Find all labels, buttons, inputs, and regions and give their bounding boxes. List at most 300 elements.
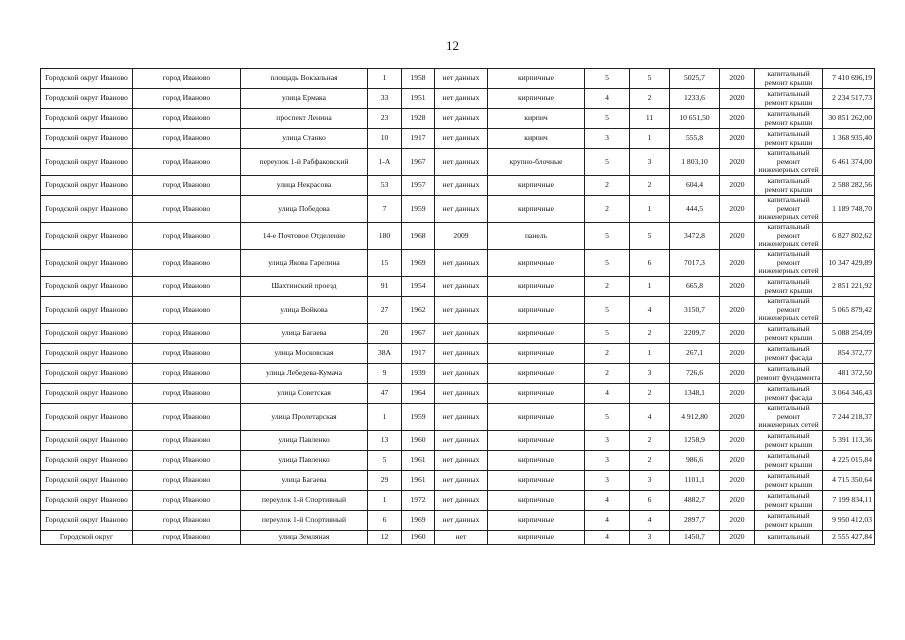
cell-street: улица Победова xyxy=(241,196,368,223)
cell-plan-year: 2020 xyxy=(720,89,755,109)
cell-year-built: 1967 xyxy=(402,149,435,176)
cell-plan-year: 2020 xyxy=(720,404,755,431)
cell-settlement: город Иваново xyxy=(133,344,241,364)
cell-cost: 4 715 350,64 xyxy=(823,471,875,491)
cell-house: 9 xyxy=(368,364,402,384)
cell-work-type: капитальный ремонт крыши xyxy=(755,176,823,196)
cell-municipality: Городской округ xyxy=(41,531,133,545)
cell-wall-material: кирпичные xyxy=(488,404,585,431)
cell-year-overhaul: нет данных xyxy=(435,324,488,344)
cell-floors: 3 xyxy=(585,129,630,149)
cell-area: 1101,1 xyxy=(670,471,720,491)
cell-floors: 4 xyxy=(585,384,630,404)
cell-floors: 5 xyxy=(585,250,630,277)
table-row xyxy=(41,69,875,89)
cell-municipality: Городской округ Иваново xyxy=(41,250,133,277)
cell-house: 20 xyxy=(368,324,402,344)
cell-area: 2897,7 xyxy=(670,511,720,531)
cell-entrances: 1 xyxy=(630,277,670,297)
cell-municipality: Городской округ Иваново xyxy=(41,196,133,223)
cell-wall-material: кирпичные xyxy=(488,69,585,89)
cell-plan-year: 2020 xyxy=(720,297,755,324)
cell-area: 2209,7 xyxy=(670,324,720,344)
cell-settlement: город Иваново xyxy=(133,277,241,297)
cell-wall-material: кирпичные xyxy=(488,384,585,404)
cell-entrances: 2 xyxy=(630,431,670,451)
cell-entrances: 2 xyxy=(630,451,670,471)
cell-floors: 5 xyxy=(585,223,630,250)
table-row xyxy=(41,129,875,149)
table-row xyxy=(41,176,875,196)
cell-work-type: капитальный ремонт крыши xyxy=(755,277,823,297)
cell-entrances: 3 xyxy=(630,364,670,384)
cell-settlement: город Иваново xyxy=(133,531,241,545)
cell-year-built: 1917 xyxy=(402,344,435,364)
cell-year-built: 1968 xyxy=(402,223,435,250)
cell-entrances: 4 xyxy=(630,404,670,431)
cell-work-type: капитальный ремонт крыши xyxy=(755,471,823,491)
cell-house: 13 xyxy=(368,431,402,451)
cell-settlement: город Иваново xyxy=(133,129,241,149)
cell-cost: 481 372,50 xyxy=(823,364,875,384)
cell-floors: 5 xyxy=(585,297,630,324)
cell-cost: 2 851 221,92 xyxy=(823,277,875,297)
cell-settlement: город Иваново xyxy=(133,69,241,89)
cell-work-type: капитальный ремонт крыши xyxy=(755,491,823,511)
cell-street: улица Якова Гарелина xyxy=(241,250,368,277)
cell-settlement: город Иваново xyxy=(133,176,241,196)
cell-municipality: Городской округ Иваново xyxy=(41,404,133,431)
cell-municipality: Городской округ Иваново xyxy=(41,384,133,404)
cell-floors: 5 xyxy=(585,324,630,344)
cell-year-overhaul: нет данных xyxy=(435,109,488,129)
cell-street: улица Московская xyxy=(241,344,368,364)
cell-wall-material: кирпичные xyxy=(488,491,585,511)
cell-area: 604,4 xyxy=(670,176,720,196)
cell-year-built: 1959 xyxy=(402,404,435,431)
table-row xyxy=(41,344,875,364)
cell-year-overhaul: нет данных xyxy=(435,364,488,384)
cell-settlement: город Иваново xyxy=(133,297,241,324)
cell-street: улица Станко xyxy=(241,129,368,149)
cell-work-type: капитальный ремонт инженерных сетей xyxy=(755,250,823,277)
cell-wall-material: кирпичные xyxy=(488,297,585,324)
cell-settlement: город Иваново xyxy=(133,196,241,223)
cell-work-type: капитальный ремонт инженерных сетей xyxy=(755,404,823,431)
cell-house: 7 xyxy=(368,196,402,223)
cell-area: 1348,1 xyxy=(670,384,720,404)
cell-settlement: город Иваново xyxy=(133,250,241,277)
cell-street: улица Лебедева-Кумача xyxy=(241,364,368,384)
cell-floors: 4 xyxy=(585,491,630,511)
cell-cost: 3 064 346,43 xyxy=(823,384,875,404)
cell-entrances: 11 xyxy=(630,109,670,129)
cell-settlement: город Иваново xyxy=(133,223,241,250)
cell-plan-year: 2020 xyxy=(720,149,755,176)
cell-work-type: капитальный ремонт инженерных сетей xyxy=(755,223,823,250)
cell-plan-year: 2020 xyxy=(720,324,755,344)
cell-house: 12 xyxy=(368,531,402,545)
cell-area: 726,6 xyxy=(670,364,720,384)
cell-floors: 4 xyxy=(585,89,630,109)
cell-entrances: 1 xyxy=(630,196,670,223)
cell-plan-year: 2020 xyxy=(720,176,755,196)
cell-work-type: капитальный ремонт фасада xyxy=(755,344,823,364)
table-row xyxy=(41,223,875,250)
cell-year-built: 1959 xyxy=(402,196,435,223)
cell-year-overhaul: нет данных xyxy=(435,69,488,89)
cell-plan-year: 2020 xyxy=(720,223,755,250)
cell-plan-year: 2020 xyxy=(720,531,755,545)
cell-year-overhaul: нет данных xyxy=(435,129,488,149)
cell-year-overhaul: нет данных xyxy=(435,176,488,196)
table-row xyxy=(41,109,875,129)
cell-year-built: 1928 xyxy=(402,109,435,129)
table-row xyxy=(41,491,875,511)
cell-wall-material: кирпичные xyxy=(488,196,585,223)
cell-year-built: 1961 xyxy=(402,451,435,471)
cell-house: 1-А xyxy=(368,149,402,176)
cell-area: 7017,3 xyxy=(670,250,720,277)
cell-street: площадь Вокзальная xyxy=(241,69,368,89)
cell-cost: 2 234 517,73 xyxy=(823,89,875,109)
cell-plan-year: 2020 xyxy=(720,384,755,404)
cell-year-overhaul: нет данных xyxy=(435,250,488,277)
cell-work-type: капитальный ремонт крыши xyxy=(755,451,823,471)
table-row xyxy=(41,250,875,277)
cell-wall-material: кирпичные xyxy=(488,451,585,471)
cell-floors: 5 xyxy=(585,69,630,89)
cell-municipality: Городской округ Иваново xyxy=(41,297,133,324)
cell-municipality: Городской округ Иваново xyxy=(41,69,133,89)
cell-house: 91 xyxy=(368,277,402,297)
cell-settlement: город Иваново xyxy=(133,364,241,384)
cell-settlement: город Иваново xyxy=(133,404,241,431)
cell-cost: 30 851 262,00 xyxy=(823,109,875,129)
table-row xyxy=(41,404,875,431)
cell-area: 4882,7 xyxy=(670,491,720,511)
cell-municipality: Городской округ Иваново xyxy=(41,451,133,471)
cell-cost: 10 347 429,89 xyxy=(823,250,875,277)
cell-settlement: город Иваново xyxy=(133,89,241,109)
cell-year-built: 1969 xyxy=(402,511,435,531)
cell-plan-year: 2020 xyxy=(720,250,755,277)
cell-entrances: 2 xyxy=(630,324,670,344)
page-number: 12 xyxy=(446,38,459,53)
cell-entrances: 5 xyxy=(630,69,670,89)
cell-settlement: город Иваново xyxy=(133,384,241,404)
table-row xyxy=(41,431,875,451)
cell-house: 1 xyxy=(368,491,402,511)
cell-floors: 3 xyxy=(585,471,630,491)
cell-house: 47 xyxy=(368,384,402,404)
cell-settlement: город Иваново xyxy=(133,149,241,176)
cell-street: улица Багаева xyxy=(241,471,368,491)
cell-wall-material: кирпичные xyxy=(488,364,585,384)
cell-work-type: капитальный ремонт крыши xyxy=(755,69,823,89)
cell-street: улица Ермака xyxy=(241,89,368,109)
cell-street: улица Павленко xyxy=(241,451,368,471)
cell-year-overhaul: 2009 xyxy=(435,223,488,250)
cell-municipality: Городской округ Иваново xyxy=(41,89,133,109)
cell-street: Шахтинский проезд xyxy=(241,277,368,297)
cell-wall-material: кирпичные xyxy=(488,471,585,491)
table-row xyxy=(41,471,875,491)
cell-municipality: Городской округ Иваново xyxy=(41,176,133,196)
cell-house: 33 xyxy=(368,89,402,109)
table-row xyxy=(41,531,875,545)
cell-floors: 3 xyxy=(585,431,630,451)
cell-plan-year: 2020 xyxy=(720,129,755,149)
cell-year-built: 1958 xyxy=(402,69,435,89)
cell-area: 3150,7 xyxy=(670,297,720,324)
cell-municipality: Городской округ Иваново xyxy=(41,109,133,129)
cell-area: 444,5 xyxy=(670,196,720,223)
cell-cost: 6 827 802,62 xyxy=(823,223,875,250)
cell-work-type: капитальный ремонт инженерных сетей xyxy=(755,149,823,176)
cell-year-built: 1962 xyxy=(402,297,435,324)
cell-entrances: 2 xyxy=(630,176,670,196)
cell-entrances: 2 xyxy=(630,384,670,404)
table-row xyxy=(41,511,875,531)
cell-municipality: Городской округ Иваново xyxy=(41,149,133,176)
cell-street: улица Войкова xyxy=(241,297,368,324)
cell-municipality: Городской округ Иваново xyxy=(41,344,133,364)
cell-floors: 3 xyxy=(585,451,630,471)
table-row xyxy=(41,196,875,223)
cell-entrances: 6 xyxy=(630,250,670,277)
cell-work-type: капитальный xyxy=(755,531,823,545)
cell-plan-year: 2020 xyxy=(720,109,755,129)
cell-plan-year: 2020 xyxy=(720,471,755,491)
repair-registry-table xyxy=(40,68,875,545)
cell-year-overhaul: нет данных xyxy=(435,196,488,223)
cell-floors: 2 xyxy=(585,344,630,364)
cell-entrances: 3 xyxy=(630,531,670,545)
cell-settlement: город Иваново xyxy=(133,451,241,471)
cell-municipality: Городской округ Иваново xyxy=(41,471,133,491)
table-row xyxy=(41,384,875,404)
cell-area: 267,1 xyxy=(670,344,720,364)
cell-municipality: Городской округ Иваново xyxy=(41,491,133,511)
cell-work-type: капитальный ремонт крыши xyxy=(755,431,823,451)
cell-house: 1 xyxy=(368,404,402,431)
cell-wall-material: кирпичные xyxy=(488,250,585,277)
cell-house: 23 xyxy=(368,109,402,129)
cell-year-overhaul: нет данных xyxy=(435,149,488,176)
cell-cost: 854 372,77 xyxy=(823,344,875,364)
cell-wall-material: кирпичные xyxy=(488,324,585,344)
cell-plan-year: 2020 xyxy=(720,491,755,511)
cell-work-type: капитальный ремонт фундамента xyxy=(755,364,823,384)
cell-house: 53 xyxy=(368,176,402,196)
cell-cost: 2 555 427,84 xyxy=(823,531,875,545)
cell-floors: 2 xyxy=(585,176,630,196)
cell-municipality: Городской округ Иваново xyxy=(41,129,133,149)
cell-floors: 4 xyxy=(585,511,630,531)
cell-municipality: Городской округ Иваново xyxy=(41,324,133,344)
cell-year-built: 1967 xyxy=(402,324,435,344)
cell-plan-year: 2020 xyxy=(720,431,755,451)
cell-plan-year: 2020 xyxy=(720,277,755,297)
cell-house: 15 xyxy=(368,250,402,277)
table-row xyxy=(41,277,875,297)
cell-year-overhaul: нет данных xyxy=(435,344,488,364)
cell-municipality: Городской округ Иваново xyxy=(41,277,133,297)
cell-year-built: 1960 xyxy=(402,531,435,545)
registry-body xyxy=(41,69,875,545)
cell-cost: 7 410 696,19 xyxy=(823,69,875,89)
cell-settlement: город Иваново xyxy=(133,109,241,129)
cell-area: 3472,8 xyxy=(670,223,720,250)
cell-area: 1450,7 xyxy=(670,531,720,545)
cell-cost: 6 461 374,00 xyxy=(823,149,875,176)
cell-floors: 5 xyxy=(585,404,630,431)
cell-house: 180 xyxy=(368,223,402,250)
cell-entrances: 2 xyxy=(630,89,670,109)
cell-street: 14-е Почтовое Отделение xyxy=(241,223,368,250)
cell-plan-year: 2020 xyxy=(720,451,755,471)
cell-wall-material: кирпичные xyxy=(488,344,585,364)
cell-year-built: 1972 xyxy=(402,491,435,511)
cell-house: 29 xyxy=(368,471,402,491)
cell-house: 1 xyxy=(368,69,402,89)
cell-wall-material: кирпичные xyxy=(488,89,585,109)
cell-work-type: капитальный ремонт инженерных сетей xyxy=(755,196,823,223)
cell-floors: 2 xyxy=(585,277,630,297)
cell-year-overhaul: нет данных xyxy=(435,384,488,404)
cell-area: 986,6 xyxy=(670,451,720,471)
cell-year-overhaul: нет данных xyxy=(435,511,488,531)
cell-entrances: 3 xyxy=(630,149,670,176)
cell-year-overhaul: нет данных xyxy=(435,431,488,451)
cell-cost: 5 065 879,42 xyxy=(823,297,875,324)
cell-area: 555,8 xyxy=(670,129,720,149)
cell-municipality: Городской округ Иваново xyxy=(41,511,133,531)
cell-settlement: город Иваново xyxy=(133,491,241,511)
cell-work-type: капитальный ремонт крыши xyxy=(755,109,823,129)
cell-year-built: 1960 xyxy=(402,431,435,451)
cell-work-type: капитальный ремонт крыши xyxy=(755,324,823,344)
cell-settlement: город Иваново xyxy=(133,471,241,491)
cell-street: улица Некрасова xyxy=(241,176,368,196)
cell-work-type: капитальный ремонт крыши xyxy=(755,129,823,149)
cell-wall-material: кирпичные xyxy=(488,176,585,196)
cell-street: улица Земляная xyxy=(241,531,368,545)
cell-street: улица Пролетарская xyxy=(241,404,368,431)
table-row xyxy=(41,297,875,324)
cell-house: 38А xyxy=(368,344,402,364)
cell-settlement: город Иваново xyxy=(133,511,241,531)
cell-year-built: 1954 xyxy=(402,277,435,297)
cell-work-type: капитальный ремонт инженерных сетей xyxy=(755,297,823,324)
cell-wall-material: кирпичные xyxy=(488,431,585,451)
cell-year-overhaul: нет данных xyxy=(435,451,488,471)
cell-plan-year: 2020 xyxy=(720,344,755,364)
cell-wall-material: кирпичные xyxy=(488,511,585,531)
cell-entrances: 3 xyxy=(630,471,670,491)
cell-year-built: 1957 xyxy=(402,176,435,196)
cell-plan-year: 2020 xyxy=(720,511,755,531)
cell-floors: 2 xyxy=(585,196,630,223)
cell-year-built: 1917 xyxy=(402,129,435,149)
cell-entrances: 4 xyxy=(630,297,670,324)
cell-municipality: Городской округ Иваново xyxy=(41,364,133,384)
cell-year-overhaul: нет данных xyxy=(435,277,488,297)
cell-year-overhaul: нет данных xyxy=(435,89,488,109)
cell-wall-material: кирпич xyxy=(488,109,585,129)
cell-area: 4 912,80 xyxy=(670,404,720,431)
table-row xyxy=(41,149,875,176)
cell-settlement: город Иваново xyxy=(133,431,241,451)
cell-cost: 5 391 113,36 xyxy=(823,431,875,451)
cell-street: переулок 1-й Спортивный xyxy=(241,491,368,511)
cell-entrances: 1 xyxy=(630,344,670,364)
cell-cost: 9 950 412,03 xyxy=(823,511,875,531)
cell-year-built: 1951 xyxy=(402,89,435,109)
cell-house: 27 xyxy=(368,297,402,324)
cell-work-type: капитальный ремонт крыши xyxy=(755,89,823,109)
cell-entrances: 1 xyxy=(630,129,670,149)
cell-wall-material: панель xyxy=(488,223,585,250)
cell-wall-material: кирпичные xyxy=(488,531,585,545)
cell-area: 1 803,10 xyxy=(670,149,720,176)
cell-municipality: Городской округ Иваново xyxy=(41,431,133,451)
cell-wall-material: кирпичные xyxy=(488,277,585,297)
cell-year-built: 1964 xyxy=(402,384,435,404)
cell-street: переулок 1-й Рабфаковский xyxy=(241,149,368,176)
table-row xyxy=(41,364,875,384)
cell-area: 10 651,50 xyxy=(670,109,720,129)
cell-wall-material: крупно-блочные xyxy=(488,149,585,176)
cell-work-type: капитальный ремонт фасада xyxy=(755,384,823,404)
cell-cost: 4 225 015,84 xyxy=(823,451,875,471)
cell-floors: 4 xyxy=(585,531,630,545)
table-row xyxy=(41,451,875,471)
cell-street: проспект Ленина xyxy=(241,109,368,129)
cell-year-built: 1939 xyxy=(402,364,435,384)
cell-year-overhaul: нет xyxy=(435,531,488,545)
cell-cost: 7 244 218,37 xyxy=(823,404,875,431)
cell-area: 1258,9 xyxy=(670,431,720,451)
cell-year-overhaul: нет данных xyxy=(435,297,488,324)
cell-street: улица Багаева xyxy=(241,324,368,344)
cell-house: 10 xyxy=(368,129,402,149)
cell-wall-material: кирпич xyxy=(488,129,585,149)
cell-street: переулок 1-й Спортивный xyxy=(241,511,368,531)
cell-year-built: 1969 xyxy=(402,250,435,277)
cell-cost: 7 199 834,11 xyxy=(823,491,875,511)
cell-work-type: капитальный ремонт крыши xyxy=(755,511,823,531)
cell-street: улица Павленко xyxy=(241,431,368,451)
cell-year-overhaul: нет данных xyxy=(435,491,488,511)
cell-cost: 1 189 748,70 xyxy=(823,196,875,223)
cell-house: 5 xyxy=(368,451,402,471)
cell-floors: 5 xyxy=(585,109,630,129)
table-row xyxy=(41,89,875,109)
cell-year-overhaul: нет данных xyxy=(435,471,488,491)
cell-year-built: 1961 xyxy=(402,471,435,491)
cell-municipality: Городской округ Иваново xyxy=(41,223,133,250)
cell-entrances: 5 xyxy=(630,223,670,250)
cell-plan-year: 2020 xyxy=(720,364,755,384)
cell-floors: 5 xyxy=(585,149,630,176)
cell-settlement: город Иваново xyxy=(133,324,241,344)
cell-area: 1233,6 xyxy=(670,89,720,109)
cell-cost: 2 588 282,56 xyxy=(823,176,875,196)
cell-year-overhaul: нет данных xyxy=(435,404,488,431)
cell-cost: 5 088 254,09 xyxy=(823,324,875,344)
